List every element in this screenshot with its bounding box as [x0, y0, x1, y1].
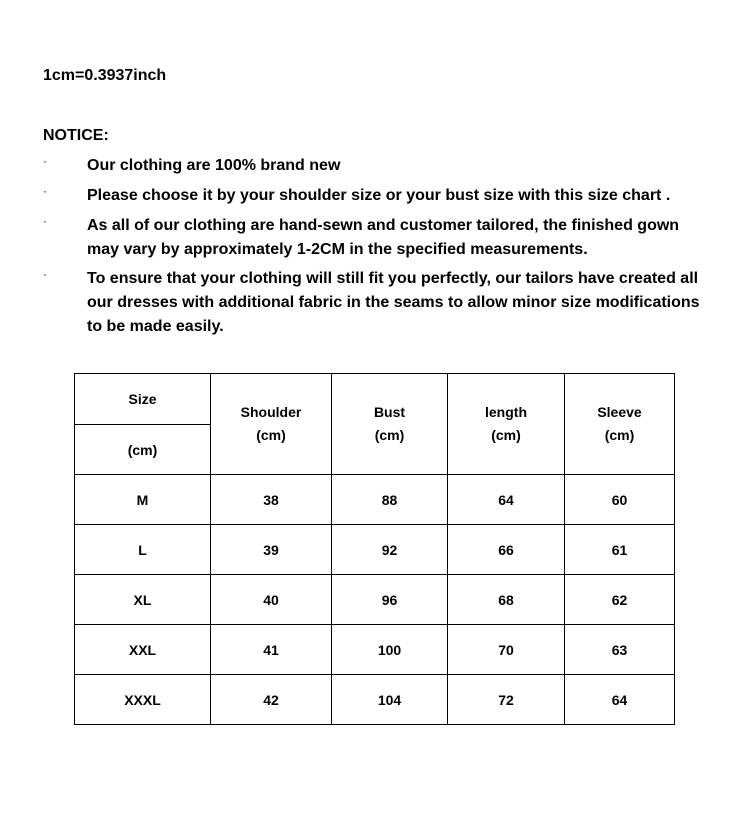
header-size: Size	[75, 374, 211, 425]
length-cell: 66	[448, 525, 565, 575]
notice-item-4	[43, 267, 703, 339]
notice-item-1	[43, 154, 703, 178]
sleeve-cell: 63	[565, 625, 675, 675]
length-cell: 72	[448, 675, 565, 725]
shoulder-cell: 39	[211, 525, 332, 575]
length-cell: 68	[448, 575, 565, 625]
sleeve-cell: 62	[565, 575, 675, 625]
notice-item-text: To ensure that your clothing will still fit you perfectly, our tailors have created all our dresses with additional fabric in the seams to allow minor size modifications to be made easily.	[87, 270, 700, 335]
table-row	[75, 525, 675, 575]
bust-cell: 104	[332, 675, 448, 725]
shoulder-cell: 40	[211, 575, 332, 625]
table-row	[75, 575, 675, 625]
notice-item-text: Please choose it by your shoulder size or your bust size with this size chart .	[87, 187, 671, 204]
shoulder-cell: 38	[211, 475, 332, 525]
table-row	[75, 475, 675, 525]
size-cell: XXL	[75, 625, 211, 675]
header-label: length	[485, 404, 527, 420]
bust-cell: 100	[332, 625, 448, 675]
bust-cell: 92	[332, 525, 448, 575]
bust-cell: 96	[332, 575, 448, 625]
shoulder-cell: 42	[211, 675, 332, 725]
size-cell: XXXL	[75, 675, 211, 725]
notice-item-text: Our clothing are 100% brand new	[87, 157, 341, 174]
header-length	[448, 374, 565, 475]
length-cell: 70	[448, 625, 565, 675]
notice-title: NOTICE:	[43, 127, 109, 144]
sleeve-cell: 64	[565, 675, 675, 725]
unit-conversion: 1cm=0.3937inch	[43, 67, 167, 84]
header-unit: (cm)	[604, 427, 635, 443]
header-unit: (cm)	[374, 427, 405, 443]
table-row	[75, 625, 675, 675]
header-shoulder	[211, 374, 332, 475]
size-cell: M	[75, 475, 211, 525]
table-row	[75, 675, 675, 725]
size-cell: L	[75, 525, 211, 575]
header-size-unit: (cm)	[75, 425, 211, 475]
bullet-icon: ·	[43, 154, 47, 168]
bullet-icon: ·	[43, 184, 47, 198]
notice-item-2	[43, 184, 703, 208]
header-label: Shoulder	[240, 404, 302, 420]
header-unit: (cm)	[256, 427, 286, 443]
header-label: Sleeve	[597, 404, 642, 420]
notice-item-3	[43, 214, 703, 262]
size-chart-table	[74, 373, 675, 725]
bullet-icon: ·	[43, 267, 47, 281]
length-cell: 64	[448, 475, 565, 525]
header-bust	[332, 374, 448, 475]
size-cell: XL	[75, 575, 211, 625]
header-sleeve	[565, 374, 675, 475]
bullet-icon: ·	[43, 214, 47, 228]
sleeve-cell: 60	[565, 475, 675, 525]
notice-item-text: As all of our clothing are hand-sewn and customer tailored, the finished gown may vary by approximately 1-2CM in the specified measurements.	[87, 217, 680, 258]
shoulder-cell: 41	[211, 625, 332, 675]
header-unit: (cm)	[491, 427, 521, 443]
sleeve-cell: 61	[565, 525, 675, 575]
header-label: Bust	[373, 404, 406, 420]
bust-cell: 88	[332, 475, 448, 525]
